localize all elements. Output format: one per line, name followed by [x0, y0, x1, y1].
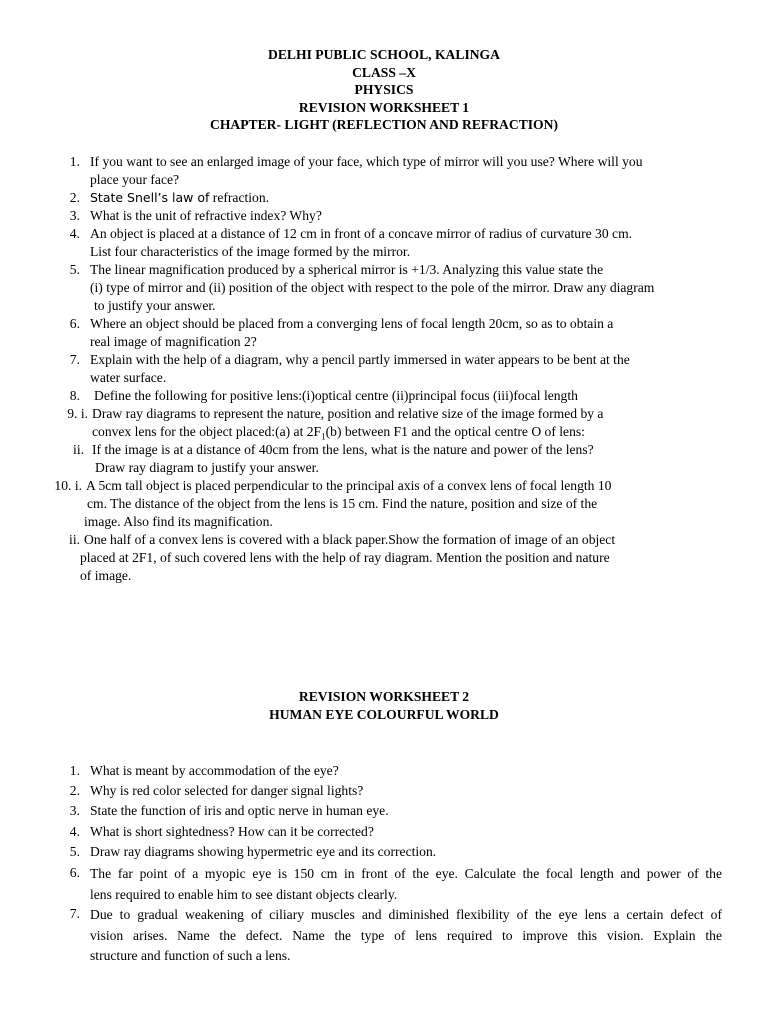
question-number: 7. [69, 352, 80, 367]
question-text [90, 189, 269, 207]
question-number: 1. [69, 154, 80, 169]
question-number: 2. [69, 783, 80, 798]
worksheet-title: REVISION WORKSHEET 2 [298, 689, 470, 704]
question-text-part: (b) between F1 and the optical centre O of lens: [325, 424, 585, 439]
subquestion-number: ii. [73, 442, 84, 457]
worksheet-2-header [0, 688, 768, 723]
question-text: lens required to enable him to see distant objects clearly. [90, 886, 398, 902]
question-text: Why is red color selected for danger signal lights? [90, 783, 364, 798]
question-number: 5. [69, 844, 80, 859]
question-text-block [90, 864, 722, 905]
question-text: Due to gradual weakening of ciliary muscles and diminished flexibility of the eye lens a certain defect of [90, 907, 722, 922]
question-text: If you want to see an enlarged image of your face, which type of mirror will you use? Where will you [90, 154, 643, 169]
question-text: water surface. [90, 370, 167, 385]
question-text: List four characteristics of the image formed by the mirror. [90, 244, 411, 259]
question-text: Draw ray diagram to justify your answer. [95, 460, 319, 475]
question-number: 10. i. [54, 478, 82, 493]
question-text-part: State Snell’s law of [90, 190, 210, 205]
question-number: 4. [69, 824, 80, 839]
question-number: 9. i. [67, 406, 88, 421]
class-label: CLASS –X [352, 64, 416, 80]
subscript: 1 [321, 431, 326, 442]
question-number: 2. [69, 190, 80, 205]
question-text-block [90, 905, 722, 967]
question-number: 1. [69, 763, 80, 778]
worksheet-1-header [0, 46, 768, 134]
question-text: place your face? [90, 172, 180, 187]
question-text: Explain with the help of a diagram, why a pencil partly immersed in water appears to be bent at the [90, 352, 630, 367]
question-text: The far point of a myopic eye is 150 cm in front of the eye. Calculate the focal length and power of the [90, 866, 722, 881]
question-text: An object is placed at a distance of 12 cm in front of a concave mirror of radius of curvature 30 cm. [90, 226, 633, 241]
question-text: real image of magnification 2? [90, 334, 257, 349]
question-text: Draw ray diagrams to represent the nature, position and relative size of the image formed by a [92, 406, 604, 421]
question-text: State the function of iris and optic nerve in human eye. [90, 803, 389, 818]
subject-label: PHYSICS [354, 82, 414, 98]
question-number: 3. [69, 208, 80, 223]
question-text: Where an object should be placed from a converging lens of focal length 20cm, so as to obtain a [90, 316, 614, 331]
question-text: What is the unit of refractive index? Why? [90, 208, 322, 223]
question-number: 6. [69, 316, 80, 331]
worksheet-title: REVISION WORKSHEET 1 [298, 99, 470, 115]
question-text: A 5cm tall object is placed perpendicular to the principal axis of a convex lens of focal length 10 [86, 478, 612, 493]
question-text: If the image is at a distance of 40cm from the lens, what is the nature and power of the lens? [92, 442, 594, 457]
question-text: Define the following for positive lens:(i)optical centre (ii)principal focus (iii)focal length [94, 388, 578, 403]
question-number: 6. [69, 865, 80, 880]
question-text-part: refraction. [209, 190, 270, 205]
chapter-title: HUMAN EYE COLOURFUL WORLD [269, 706, 499, 722]
question-text: One half of a convex lens is covered with a black paper.Show the formation of image of an object [84, 532, 616, 547]
question-text: structure and function of such a lens. [90, 948, 291, 963]
question-text: (i) type of mirror and (ii) position of the object with respect to the pole of the mirror. Draw any diagram [90, 280, 655, 295]
question-text [92, 423, 585, 441]
question-text: What is short sightedness? How can it be corrected? [90, 824, 374, 839]
question-text: Draw ray diagrams showing hypermetric eye and its correction. [90, 844, 437, 859]
question-text: of image. [80, 568, 132, 583]
question-number: 8. [69, 388, 80, 403]
question-text: placed at 2F1, of such covered lens with the help of ray diagram. Mention the position and nature [80, 550, 610, 565]
question-text: to justify your answer. [94, 298, 216, 313]
question-text: What is meant by accommodation of the eye? [90, 763, 339, 778]
question-text: vision arises. Name the defect. Name the type of lens required to improve this vision. Explain the [90, 927, 722, 943]
question-number: 3. [69, 803, 80, 818]
question-number: 7. [69, 906, 80, 921]
question-text: The linear magnification produced by a spherical mirror is +1/3. Analyzing this value state the [90, 262, 604, 277]
subquestion-number: ii. [69, 532, 80, 547]
question-text: image. Also find its magnification. [84, 514, 273, 529]
chapter-title: CHAPTER- LIGHT (REFLECTION AND REFRACTION) [210, 117, 558, 133]
question-text: cm. The distance of the object from the lens is 15 cm. Find the nature, position and size of the [87, 496, 598, 511]
school-name: DELHI PUBLIC SCHOOL, KALINGA [268, 47, 500, 62]
question-number: 4. [69, 226, 80, 241]
question-number: 5. [69, 262, 80, 277]
question-text-part: convex lens for the object placed:(a) at 2F [92, 424, 322, 439]
